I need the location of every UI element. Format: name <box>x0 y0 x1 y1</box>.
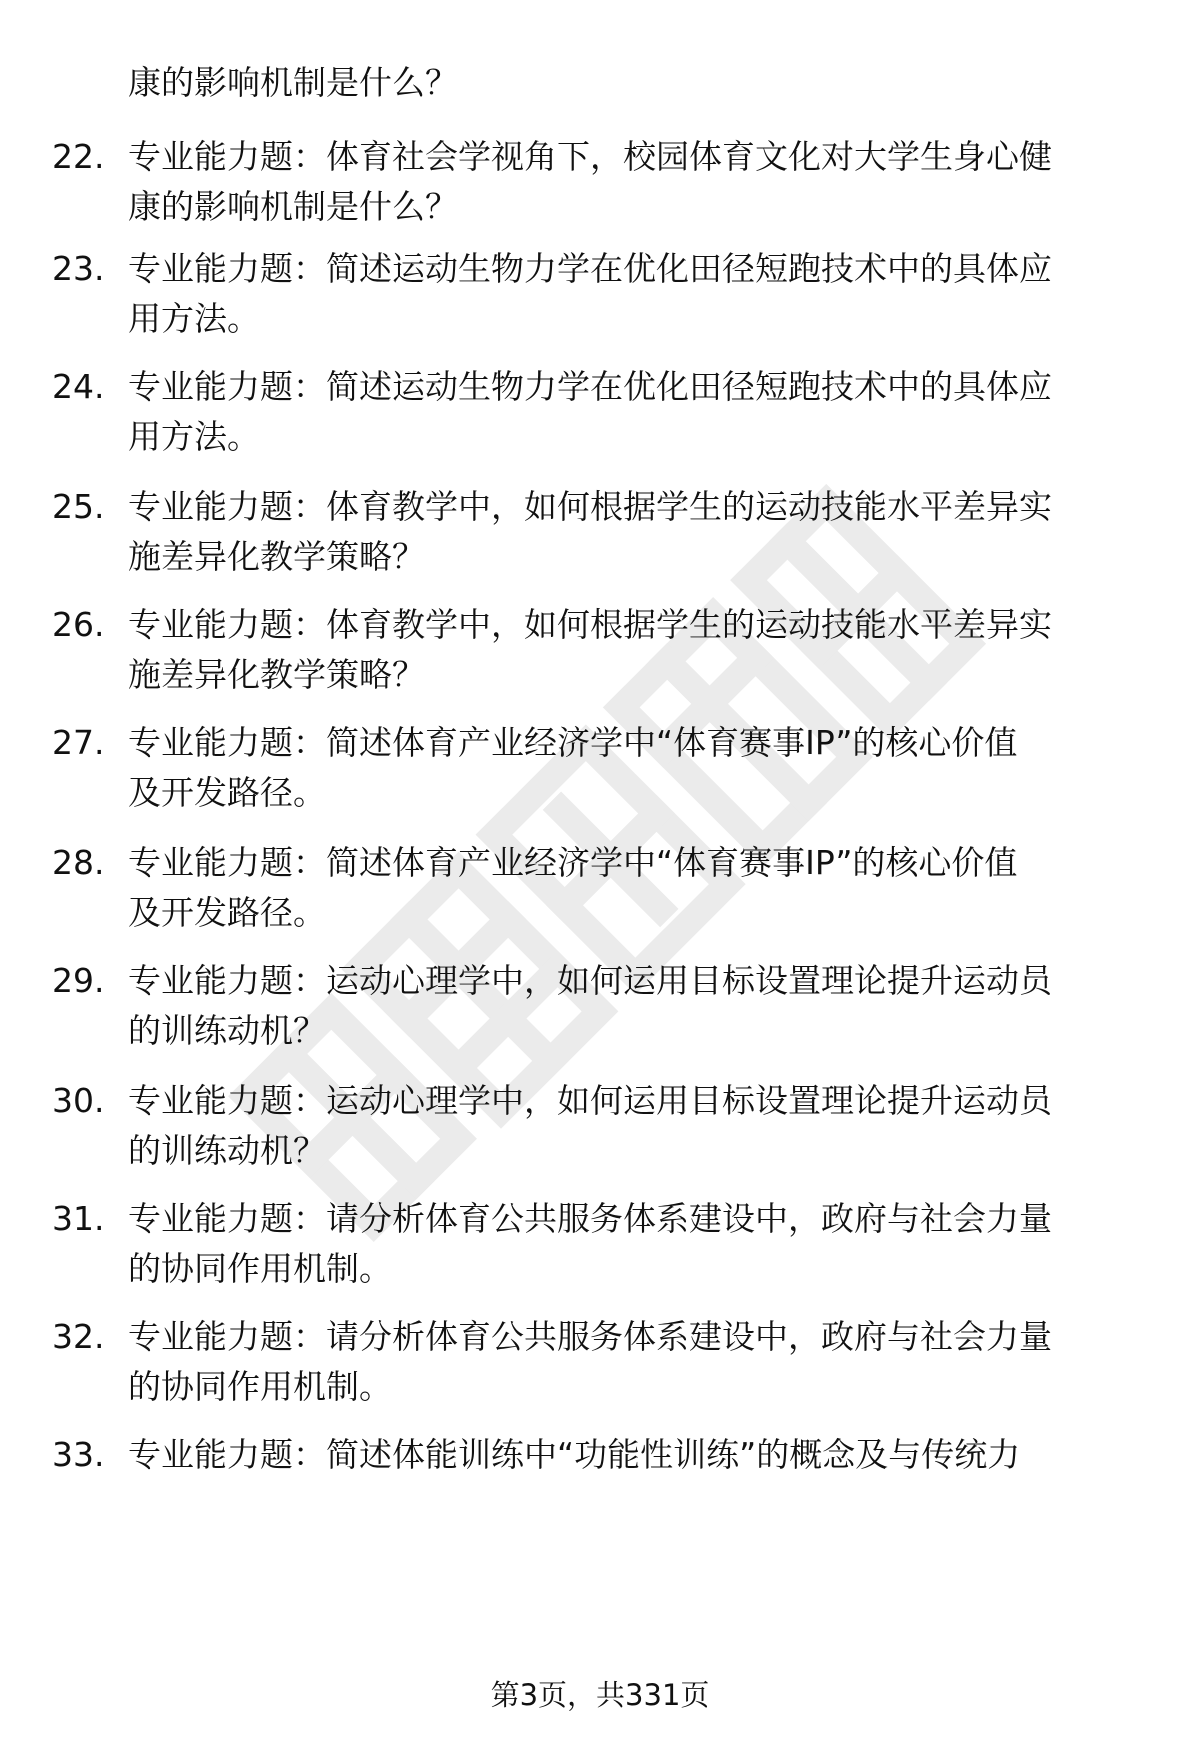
question-text: 专业能力题：运动心理学中，如何运用目标设置理论提升运动员 的训练动机？ <box>128 961 1052 1050</box>
question-number: 28. <box>52 843 105 882</box>
question-text: 专业能力题：简述体育产业经济学中“体育赛事IP”的核心价值 及开发路径。 <box>128 723 1018 812</box>
list-item <box>0 956 1200 1066</box>
question-text: 专业能力题：体育教学中，如何根据学生的运动技能水平差异实 施差异化教学策略？ <box>128 605 1052 694</box>
list-item <box>0 838 1200 948</box>
question-number: 32. <box>52 1317 105 1356</box>
question-number: 30. <box>52 1081 105 1120</box>
question-text: 专业能力题：运动心理学中，如何运用目标设置理论提升运动员 的训练动机？ <box>128 1081 1052 1170</box>
question-text: 专业能力题：简述体育产业经济学中“体育赛事IP”的核心价值 及开发路径。 <box>128 843 1018 932</box>
list-item <box>0 600 1200 710</box>
list-item <box>0 482 1200 592</box>
question-number: 26. <box>52 605 105 644</box>
question-number: 33. <box>52 1435 105 1474</box>
continuation-text: 康的影响机制是什么？ <box>128 63 458 102</box>
question-text: 专业能力题：简述体能训练中“功能性训练”的概念及与传统力 <box>128 1435 1021 1474</box>
list-item <box>0 362 1200 472</box>
question-text: 专业能力题：请分析体育公共服务体系建设中，政府与社会力量 的协同作用机制。 <box>128 1199 1052 1288</box>
list-item <box>0 1076 1200 1186</box>
list-item <box>0 244 1200 354</box>
question-number: 22. <box>52 137 105 176</box>
question-number: 24. <box>52 367 105 406</box>
page-footer: 第3页，共331页 <box>490 1678 710 1712</box>
question-number: 27. <box>52 723 105 762</box>
list-item <box>0 718 1200 828</box>
question-text: 专业能力题：体育教学中，如何根据学生的运动技能水平差异实 施差异化教学策略？ <box>128 487 1052 576</box>
question-number: 29. <box>52 961 105 1000</box>
question-text: 专业能力题：简述运动生物力学在优化田径短跑技术中的具体应 用方法。 <box>128 367 1052 456</box>
question-text: 专业能力题：体育社会学视角下，校园体育文化对大学生身心健 康的影响机制是什么？ <box>128 137 1052 226</box>
question-number: 23. <box>52 249 105 288</box>
question-text: 专业能力题：请分析体育公共服务体系建设中，政府与社会力量 的协同作用机制。 <box>128 1317 1052 1406</box>
question-text: 专业能力题：简述运动生物力学在优化田径短跑技术中的具体应 用方法。 <box>128 249 1052 338</box>
list-item <box>0 1430 1200 1540</box>
list-item <box>0 132 1200 242</box>
list-item <box>0 1312 1200 1422</box>
question-number: 31. <box>52 1199 105 1238</box>
list-item <box>0 1194 1200 1304</box>
question-number: 25. <box>52 487 105 526</box>
